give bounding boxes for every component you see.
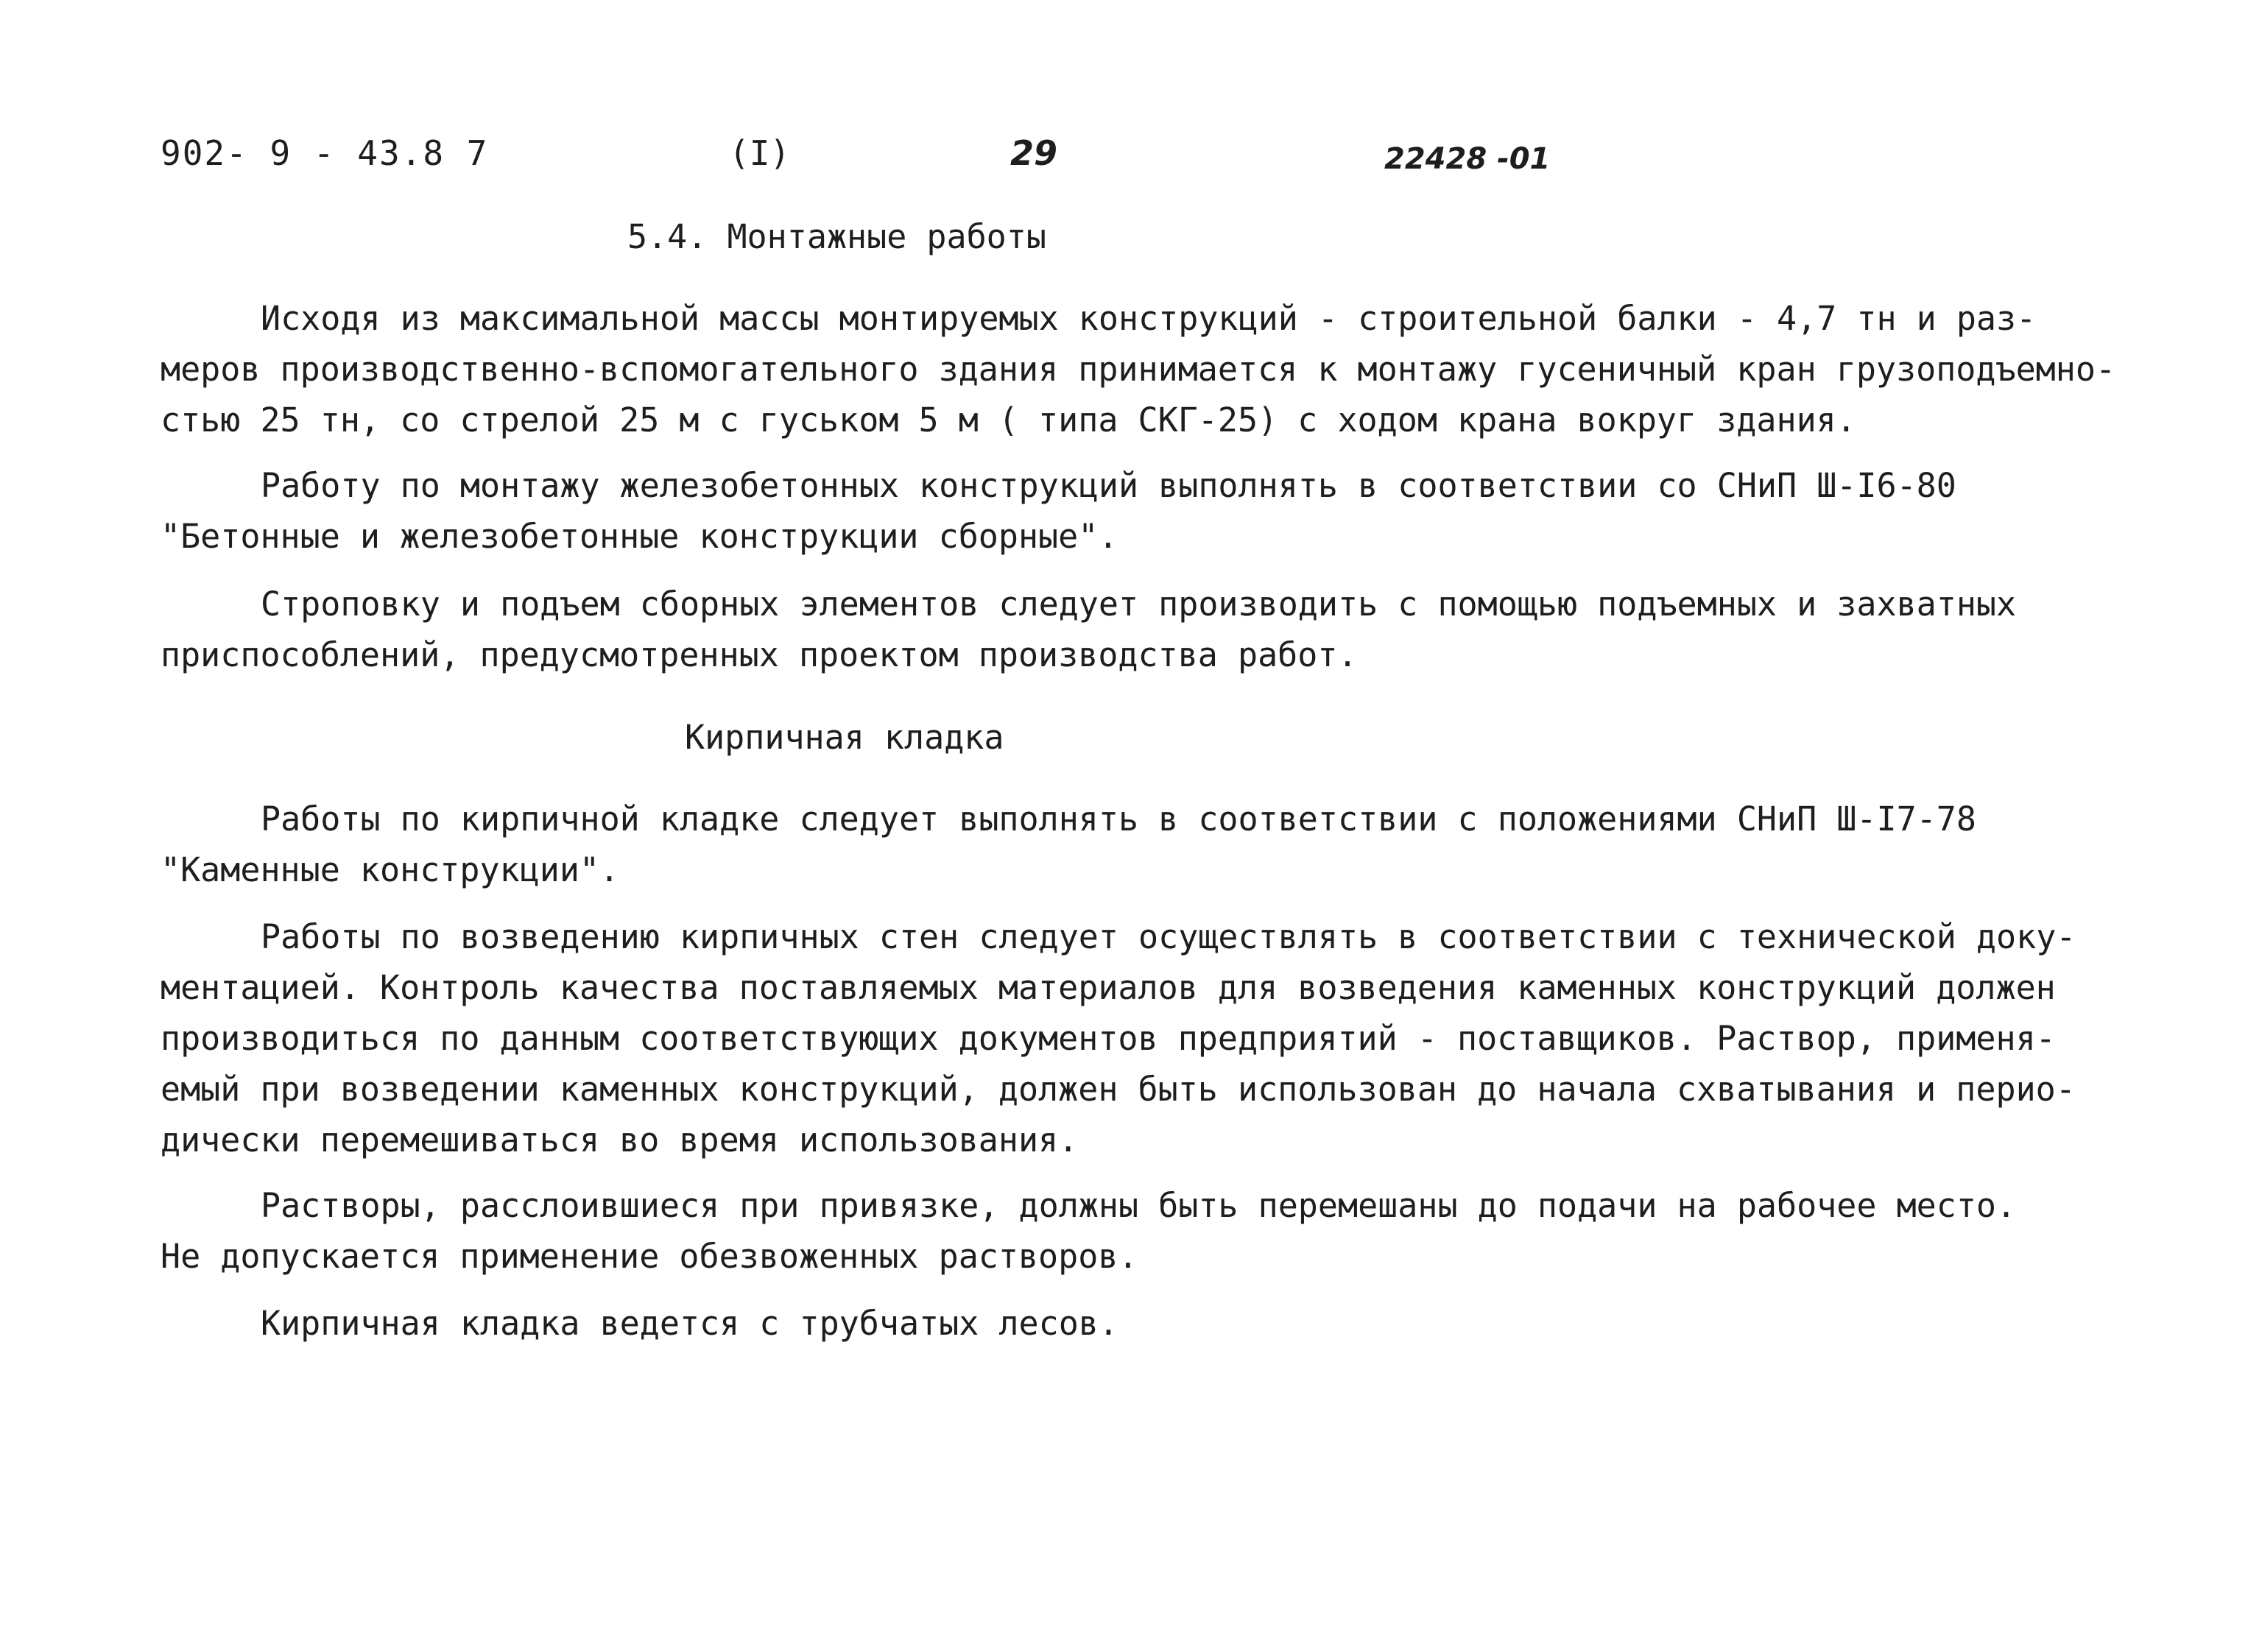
section-title: 5.4. Монтажные работы <box>627 217 1046 256</box>
paragraph-line: дически перемешиваться во время использования. <box>161 1120 1079 1159</box>
paragraph-line: Работу по монтажу железобетонных конструкций выполнять в соответствии со СНиП Ш-I6-80 <box>261 466 1956 505</box>
paragraph-brickwork-norms <box>161 794 2149 895</box>
paragraph-slinging <box>161 579 2149 680</box>
paragraph-mortar <box>161 1180 2149 1282</box>
paragraph-line: Исходя из максимальной массы монтируемых конструкций - строительной балки - 4,7 тн и раз- <box>261 299 2037 338</box>
paragraph-line: "Бетонные и железобетонные конструкции сборные". <box>161 517 1118 556</box>
document-code: 902- 9 - 43.8 7 <box>161 133 489 173</box>
paragraph-line: Растворы, расслоившиеся при привязке, должны быть перемешаны до подачи на рабочее место. <box>261 1186 2017 1225</box>
paragraph-line: приспособлений, предусмотренных проектом производства работ. <box>161 635 1358 674</box>
paragraph-line: Работы по возведению кирпичных стен следует осуществлять в соответствии с технической доку- <box>261 917 2076 956</box>
paragraph-line: Кирпичная кладка ведется с трубчатых лесов. <box>261 1304 1118 1343</box>
paragraph-line: емый при возведении каменных конструкций, должен быть использован до начала схватывания и перио- <box>161 1070 2076 1109</box>
paragraph-concrete-works <box>161 460 2149 562</box>
paragraph-line: меров производственно-вспомогательного здания принимается к монтажу гусеничный кран грузоподъемно- <box>161 350 2116 389</box>
paragraph-line: ментацией. Контроль качества поставляемых материалов для возведения каменных конструкций должен <box>161 968 2056 1007</box>
paragraph-line: Работы по кирпичной кладке следует выполнять в соответствии с положениями СНиП Ш-I7-78 <box>261 799 1976 839</box>
paragraph-line: "Каменные конструкции". <box>161 850 620 889</box>
paragraph-wall-construction <box>161 911 2149 1165</box>
page-number: 29 <box>1010 133 1058 173</box>
paragraph-crane-selection <box>161 293 2149 445</box>
paragraph-line: стью 25 тн, со стрелой 25 м с гуськом 5 м ( типа СКГ-25) с ходом крана вокруг здания. <box>161 400 1856 440</box>
subsection-title: Кирпичная кладка <box>685 718 1004 757</box>
archive-number: 22428 -01 <box>1384 142 1551 176</box>
paragraph-scaffolding <box>161 1298 2149 1349</box>
paragraph-line: Строповку и подъем сборных элементов следует производить с помощью подъемных и захватных <box>261 585 2017 624</box>
volume-number: (I) <box>729 133 791 173</box>
paragraph-line: производиться по данным соответствующих документов предприятий - поставщиков. Раствор, применя- <box>161 1019 2056 1058</box>
paragraph-line: Не допускается применение обезвоженных растворов. <box>161 1237 1138 1276</box>
